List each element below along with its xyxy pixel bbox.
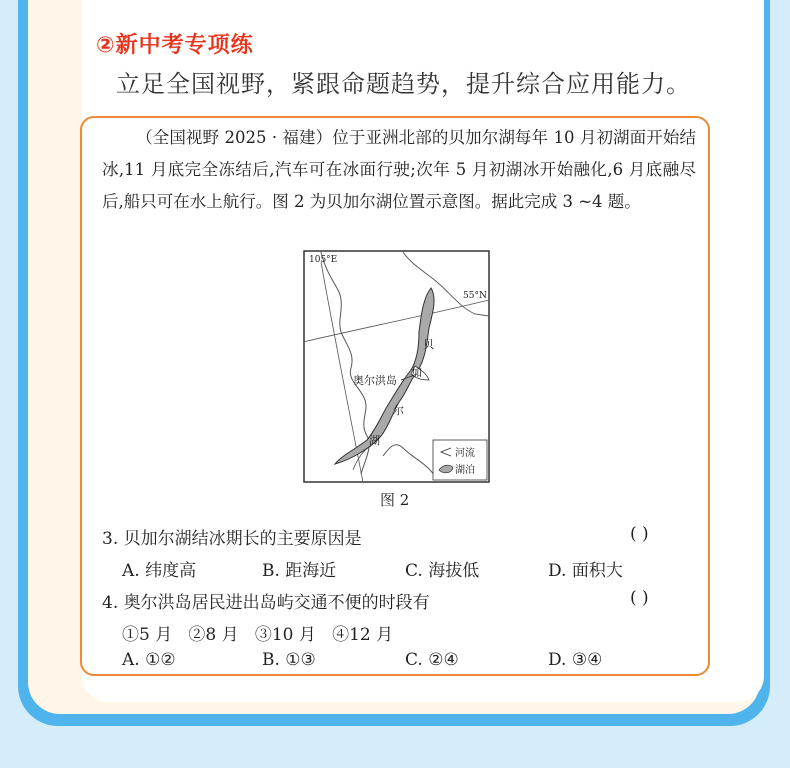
figure-caption: 图 2 <box>380 491 410 509</box>
question-3-option-d[interactable]: D. 面积大 <box>548 561 623 581</box>
passage-text: 位于亚洲北部的贝加尔湖每年 10 月初湖面开始结冰,11 月底完全冻结后,汽车可在冰面行驶;次年 5 月初湖冰开始融化,6 月底融尽后,船只可在水上航行。图 2 为贝加尔湖位置示意图。据此完成 3 ~4 题。 <box>102 128 696 211</box>
question-4-option-d[interactable]: D. ③④ <box>548 650 603 670</box>
section-subheading: 立足全国视野，紧跟命题趋势，提升综合应用能力。 <box>116 70 691 98</box>
baikal-map <box>303 250 490 483</box>
question-4-items: ①5 月 ②8 月 ③10 月 ④12 月 <box>122 625 394 645</box>
question-4-option-b[interactable]: B. ①③ <box>262 650 316 670</box>
section-heading: ②新中考专项练 <box>96 33 254 58</box>
question-3-answer-paren[interactable]: ( ) <box>630 524 649 544</box>
legend-lake-label: 湖泊 <box>455 465 475 476</box>
question-3-option-a[interactable]: A. 纬度高 <box>122 561 197 581</box>
question-4-option-c[interactable]: C. ②④ <box>405 650 459 670</box>
legend-river-label: 河流 <box>455 448 475 459</box>
question-3-stem: 3. 贝加尔湖结冰期长的主要原因是 <box>102 529 362 549</box>
question-4-stem: 4. 奥尔洪岛居民进出岛屿交通不便的时段有 <box>102 593 430 613</box>
passage-source: （全国视野 2025 · 福建） <box>136 128 333 147</box>
question-4-option-a[interactable]: A. ①② <box>122 650 176 670</box>
lake-char-4: 湖 <box>369 434 380 447</box>
question-4-answer-paren[interactable]: ( ) <box>630 588 649 608</box>
passage <box>102 122 696 218</box>
longitude-label: 105°E <box>309 255 338 265</box>
question-3-option-c[interactable]: C. 海拔低 <box>405 561 480 581</box>
lake-char-2: 加 <box>411 366 422 379</box>
question-3-option-b[interactable]: B. 距海近 <box>262 561 337 581</box>
island-label: 奥尔洪岛 <box>353 374 397 387</box>
lake-char-3: 尔 <box>393 404 404 417</box>
lake-char-1: 贝 <box>423 338 434 351</box>
latitude-label: 55°N <box>463 291 487 301</box>
